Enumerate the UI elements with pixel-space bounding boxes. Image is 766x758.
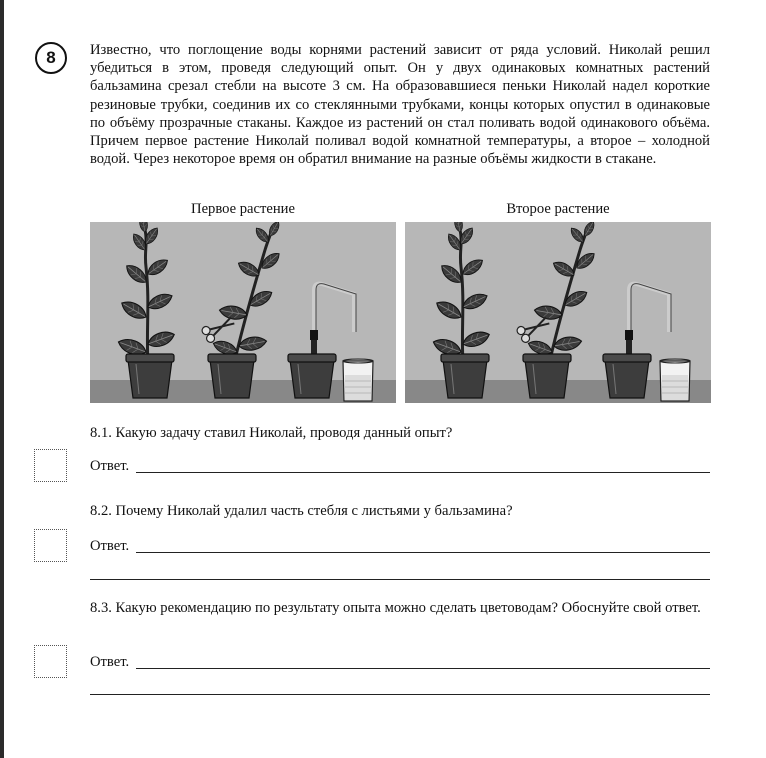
score-box-8-1[interactable] — [34, 449, 67, 482]
experiment-illustration-first — [90, 222, 396, 403]
answer-label-8-3: Ответ. — [90, 654, 130, 670]
figure-label-first: Первое растение — [191, 201, 295, 217]
experiment-illustration-second — [405, 222, 711, 403]
answer-label-8-1: Ответ. — [90, 458, 130, 474]
answer-line-8-2-extra[interactable] — [90, 579, 710, 580]
question-8-3: 8.3. Какую рекомендацию по результату опыта можно сделать цветоводам? Обоснуйте свой ответ. — [90, 600, 701, 616]
answer-line-8-3[interactable] — [136, 668, 710, 669]
question-8-2: 8.2. Почему Николай удалил часть стебля с листьями у бальзамина? — [90, 503, 513, 519]
intro-text: Известно, что поглощение воды корнями растений зависит от ряда условий. Николай решил убедиться в этом, проведя следующий опыт. Он у двух одинаковых комнатных растений бальзамина срезал стебли на высоте 3 см. На образовавшиеся пеньки Николай надел короткие резиновые трубки, соединив их со стеклянными трубками, концы которых опустил в одинаковые по объёму прозрачные стаканы. Каждое из растений он стал поливать водой одинакового объёма. Причем первое растение Николай поливал водой комнатной температуры, а второе – холодной водой. Через некоторое время он обратил внимание на разные объёмы жидкости в стакане. — [90, 42, 710, 168]
score-box-8-3[interactable] — [34, 645, 67, 678]
answer-line-8-3-extra[interactable] — [90, 694, 710, 695]
score-box-8-2[interactable] — [34, 529, 67, 562]
answer-line-8-2[interactable] — [136, 552, 710, 553]
answer-label-8-2: Ответ. — [90, 538, 130, 554]
question-8-1: 8.1. Какую задачу ставил Николай, проводя данный опыт? — [90, 425, 453, 441]
question-number-badge: 8 — [35, 42, 67, 74]
page-edge — [0, 0, 4, 758]
answer-line-8-1[interactable] — [136, 472, 710, 473]
figure-label-second: Второе растение — [506, 201, 610, 217]
